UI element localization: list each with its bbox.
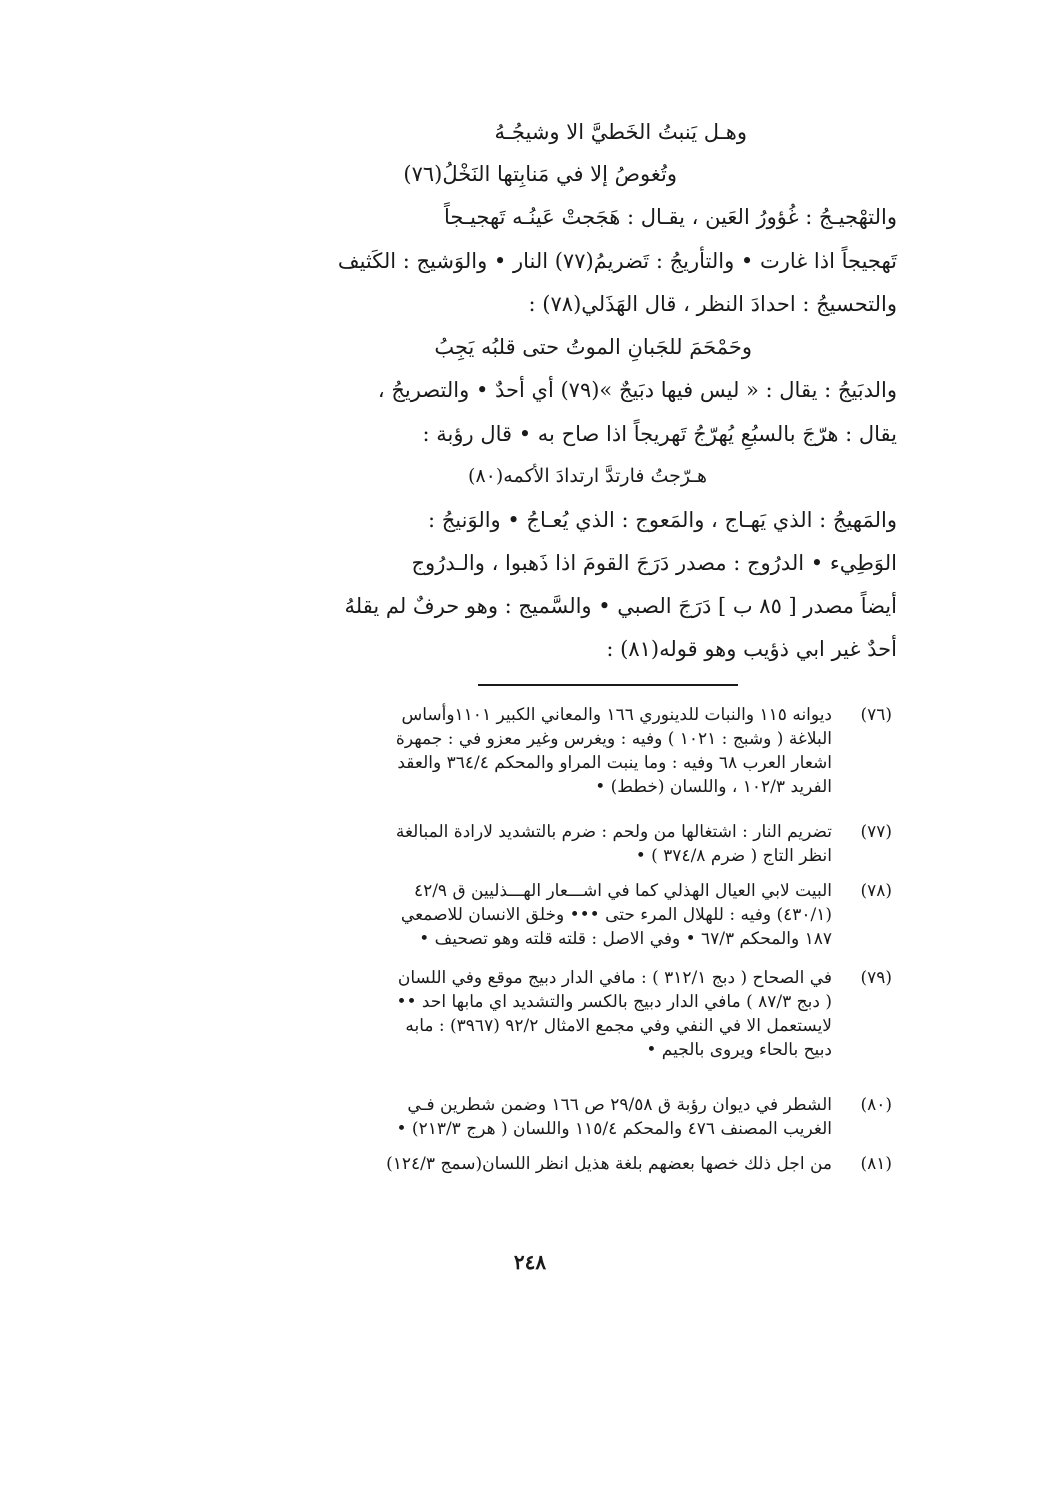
footnote-text: البيت لابي العيال الهذلي كما في اشـــعار الهـــذليين ق ٤٢/٩ (٤٣٠/١) وفيه : للهلال المرء حتى ••• وخلق الانسان للاصمعي ١٨٧ والمحكم ٦٧/٣ • وفي الاصل : قلته قلته وهو تصحيف • bbox=[400, 881, 832, 949]
verse-line: وحَمْحَمَ للجَبانِ الموتُ حتى قلبُه يَجِبُ bbox=[434, 335, 752, 359]
footnote-number: (٨١) bbox=[860, 1154, 892, 1174]
verse-line: وهـل يَنبتُ الخَطيَّ الا وشيجُـهُ bbox=[494, 120, 747, 144]
text-line: والتحسيجُ : احدادَ النظر ، قال الهَذَلي(٧٨) : bbox=[528, 292, 897, 316]
footnote-separator bbox=[478, 684, 738, 686]
text-line: والتهْجيـجُ : غُؤورُ العَين ، يقـال : هَجَجتْ عَينُـه تَهجيـجاً bbox=[443, 205, 897, 229]
text-line: يقال : هرّجَ بالسبُعِ يُهرّجُ تَهريجاً اذا صاح به • قال رؤبة : bbox=[422, 422, 897, 446]
text-line: أيضاً مصدر [ ٨٥ ب ] دَرَجَ الصبي • والسَّميج : وهو حرفٌ لم يقلهُ bbox=[344, 594, 897, 618]
footnote-number: (٧٨) bbox=[860, 881, 892, 901]
footnote-number: (٧٧) bbox=[860, 822, 892, 842]
text-line: تَهجيجاً اذا غارت • والتأريجُ : تَضريمُ(٧٧) النار • والوَشيج : الكَثيف bbox=[337, 249, 897, 273]
verse-line: وتُغوصُ إلا في مَنابِتها النَخْلُ(٧٦) bbox=[403, 162, 677, 186]
footnote-text: تضريم النار : اشتغالها من ولحم : ضرم بالتشديد لارادة المبالغة انظر التاج ( ضرم ٣٧٤/٨ ) • bbox=[395, 822, 832, 866]
text-line: الوَطِيء • الدرُوج : مصدر دَرَجَ القومَ اذا ذَهبوا ، والـدرُوج bbox=[411, 551, 897, 575]
footnote-number: (٧٩) bbox=[860, 968, 892, 988]
verse-line: هـرّجتُ فارتدَّ ارتدادَ الأكمه(٨٠) bbox=[468, 465, 707, 487]
footnote-text: الشطر في ديوان رؤبة ق ٢٩/٥٨ ص ١٦٦ وضمن شطرين فـي الغريب المصنف ٤٧٦ والمحكم ١١٥/٤ واللسان ( هرج ٢١٣/٣) • bbox=[396, 1095, 832, 1139]
text-line: والدبَيجُ : يقال : « ليس فيها دبَيجٌ »(٧٩) أي أحدٌ • والتصريجُ ، bbox=[377, 378, 897, 402]
footnote-text: ديوانه ١١٥ والنبات للدينوري ١٦٦ والمعاني الكبير ١١٠١وأساس البلاغة ( وشبج : ١٠٢١ ) وفيه : ويغرس وغير معزو في : جمهرة اشعار العرب ٦٨ وفيه : وما ينبت المراو والمحكم ٣٦٤/٤ والعقد الفريد ١٠٢/٣ ، واللسان (خطط) • bbox=[395, 705, 832, 797]
footnote-number: (٧٦) bbox=[860, 705, 892, 725]
page-number: ٢٤٨ bbox=[513, 1250, 547, 1274]
text-line: والمَهيجُ : الذي يَهـاج ، والمَعوج : الذي يُعـاجُ • والوَنيجُ : bbox=[427, 508, 897, 532]
footnote-text: من اجل ذلك خصها بعضهم بلغة هذيل انظر اللسان(سمج ١٢٤/٣) bbox=[386, 1154, 832, 1174]
footnote-number: (٨٠) bbox=[860, 1095, 892, 1115]
text-line: أحدٌ غير ابي ذؤيب وهو قوله(٨١) : bbox=[606, 637, 897, 661]
footnote-text: في الصحاح ( دبج ٣١٢/١ ) : مافي الدار دبيج موقع وفي اللسان ( دبج ٨٧/٣ ) مافي الدار دبيج بالكسر والتشديد اي مابها احد •• لايستعمل الا في النفي وفي مجمع الامثال ٩٢/٢ (٣٩٦٧) : مابه دبيح بالحاء ويروى بالجيم • bbox=[396, 968, 832, 1060]
